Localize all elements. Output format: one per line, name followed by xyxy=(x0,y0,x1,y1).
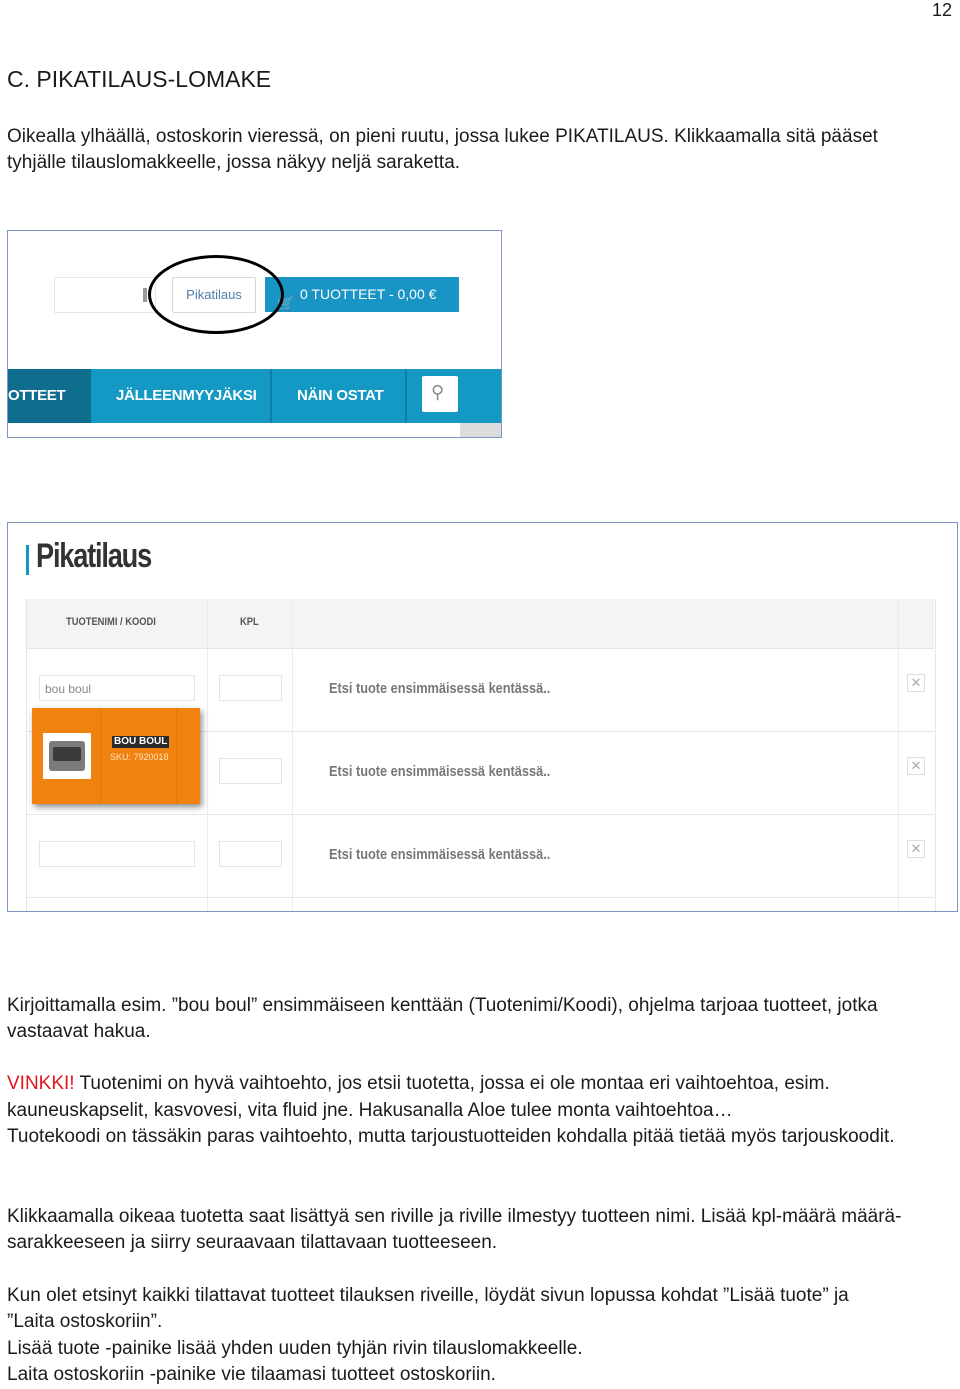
close-icon: ✕ xyxy=(910,841,922,856)
product-suggestion[interactable] xyxy=(32,708,200,804)
column-divider xyxy=(898,599,899,912)
header-bottom-strip xyxy=(8,423,502,438)
page-number: 12 xyxy=(931,0,952,20)
nav-divider xyxy=(270,369,272,423)
paragraph-3-line-4: Laita ostoskoriin -painike vie tilaamasi tuotteet ostoskoriin. xyxy=(7,1364,496,1385)
nav-divider xyxy=(405,369,407,423)
tip-line-2: kauneuskapselit, kasvovesi, vita fluid jne. Hakusanalla Aloe tulee monta vaihtoehtoa… xyxy=(7,1100,733,1121)
nav-label-tuotteet: OTTEET xyxy=(8,387,66,404)
paragraph-2-line-1: Klikkaamalla oikeaa tuotetta saat lisättyä sen riville ja riville ilmestyy tuotteen nimi. Lisää kpl-määrä määrä- xyxy=(7,1206,902,1227)
nav-item-jalleenmyyjaksi[interactable] xyxy=(116,369,257,423)
quick-order-title: Pikatilaus xyxy=(36,537,151,575)
search-field-edge xyxy=(143,288,147,302)
column-divider xyxy=(292,599,293,912)
scroll-edge xyxy=(460,423,502,438)
tip-text-1: Tuotenimi on hyvä vaihtoehto, jos etsii tuotetta, jossa ei ole montaa eri vaihtoehtoa, esim. xyxy=(74,1073,830,1094)
product-thumbnail xyxy=(43,733,91,779)
product-input[interactable]: bou boul xyxy=(39,675,195,701)
tip-label: VINKKI! xyxy=(7,1073,75,1094)
suggestion-product-name: BOU BOUL xyxy=(114,736,168,747)
row-divider xyxy=(26,897,934,898)
column-header-product: TUOTENIMI / KOODI xyxy=(66,616,156,628)
cart-icon: 🛒 xyxy=(277,295,295,311)
highlight-circle xyxy=(148,255,284,334)
header-screenshot xyxy=(7,230,502,438)
quantity-input[interactable] xyxy=(219,675,282,701)
quick-order-screenshot xyxy=(7,522,958,912)
remove-row-button[interactable] xyxy=(907,757,925,775)
nav-item-nain-ostat[interactable] xyxy=(297,369,383,423)
quantity-input[interactable] xyxy=(219,758,282,784)
suggestion-divider xyxy=(100,708,101,804)
suggestion-divider xyxy=(176,708,177,804)
tip-line-3: Tuotekoodi on tässäkin paras vaihtoehto, mutta tarjoustuotteiden kohdalla pitää tietää myös tarjouskoodit. xyxy=(7,1126,895,1147)
row-hint: Etsi tuote ensimmäisessä kentässä.. xyxy=(329,681,551,697)
row-divider xyxy=(26,814,934,815)
pikatilaus-button[interactable]: Pikatilaus xyxy=(172,277,256,313)
paragraph-1-line-1: Kirjoittamalla esim. ”bou boul” ensimmäiseen kenttään (Tuotenimi/Koodi), ohjelma tarjoaa tuotteet, jotka xyxy=(7,995,878,1016)
column-divider xyxy=(207,599,208,912)
title-accent-bar xyxy=(26,545,29,575)
close-icon: ✕ xyxy=(910,758,922,773)
header-search-field[interactable] xyxy=(54,277,156,313)
product-tin-label xyxy=(53,747,81,761)
section-heading: C. PIKATILAUS-LOMAKE xyxy=(7,66,272,92)
search-icon: ⚲ xyxy=(431,382,445,402)
intro-line-1: Oikealla ylhäällä, ostoskorin vieressä, on pieni ruutu, jossa lukee PIKATILAUS. Klikkaamalla sitä pääset xyxy=(7,126,878,147)
paragraph-1-line-2: vastaavat hakua. xyxy=(7,1021,151,1042)
product-input[interactable] xyxy=(39,841,195,867)
nav-search-button[interactable] xyxy=(422,376,458,412)
paragraph-3-line-1: Kun olet etsinyt kaikki tilattavat tuotteet tilauksen riveille, löydät sivun lopussa kohdat ”Lisää tuote” ja xyxy=(7,1285,849,1306)
row-hint: Etsi tuote ensimmäisessä kentässä.. xyxy=(329,764,551,780)
intro-line-2: tyhjälle tilauslomakkeelle, jossa näkyy neljä saraketta. xyxy=(7,152,461,173)
remove-row-button[interactable] xyxy=(907,840,925,858)
remove-row-button[interactable] xyxy=(907,674,925,692)
cart-label: 0 TUOTTEET - 0,00 € xyxy=(300,286,437,302)
column-header-qty: KPL xyxy=(240,616,259,628)
paragraph-3-line-3: Lisää tuote -painike lisää yhden uuden tyhjän rivin tilauslomakkeelle. xyxy=(7,1338,583,1359)
cart-button[interactable] xyxy=(265,277,459,312)
close-icon: ✕ xyxy=(910,675,922,690)
row-hint: Etsi tuote ensimmäisessä kentässä.. xyxy=(329,847,551,863)
nav-label-nain-ostat: NÄIN OSTAT xyxy=(297,387,384,404)
tip-line-1 xyxy=(7,1071,830,1098)
nav-label-jalleenmyyjaksi: JÄLLEENMYYJÄKSI xyxy=(116,387,257,404)
paragraph-3-line-2: ”Laita ostoskoriin”. xyxy=(7,1311,163,1332)
suggestion-sku: SKU: 7920018 xyxy=(110,752,169,762)
quantity-input[interactable] xyxy=(219,841,282,867)
nav-item-tuotteet[interactable] xyxy=(8,369,91,423)
paragraph-2-line-2: sarakkeeseen ja siirry seuraavaan tilattavaan tuotteeseen. xyxy=(7,1232,498,1253)
